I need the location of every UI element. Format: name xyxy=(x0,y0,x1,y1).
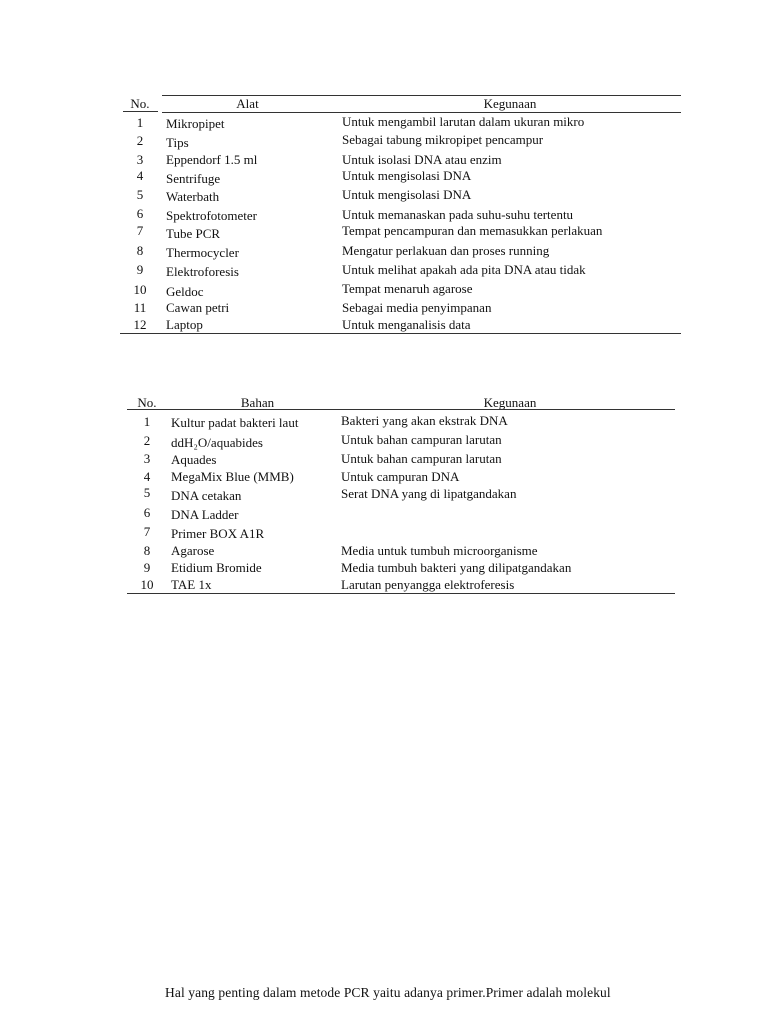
row-use: Untuk menganalisis data xyxy=(342,317,471,332)
row-item: Elektroforesis xyxy=(166,264,239,279)
row-no: 6 xyxy=(143,505,151,520)
row-use: Larutan penyangga elektroferesis xyxy=(341,577,515,592)
row-no: 2 xyxy=(143,433,151,448)
body-paragraph: Hal yang penting dalam metode PCR yaitu adanya primer.Primer adalah molekul xyxy=(165,985,611,1000)
row-use: Untuk bahan campuran larutan xyxy=(341,451,502,466)
row-use: Untuk mengambil larutan dalam ukuran mikro xyxy=(342,114,585,129)
row-use: Untuk campuran DNA xyxy=(341,469,460,484)
row-no: 3 xyxy=(143,451,151,466)
row-no: 12 xyxy=(133,317,147,332)
row-item: Waterbath xyxy=(166,189,220,204)
row-use: Tempat pencampuran dan memasukkan perlakuan xyxy=(342,223,603,238)
row-no: 8 xyxy=(143,543,151,558)
row-item: Eppendorf 1.5 ml xyxy=(166,152,258,167)
row-item: Aquades xyxy=(171,452,217,467)
row-item: DNA cetakan xyxy=(171,488,242,503)
table-alat-header-rule xyxy=(162,112,681,113)
row-no: 10 xyxy=(133,282,147,297)
row-no: 6 xyxy=(136,206,144,221)
row-use: Media untuk tumbuh microorganisme xyxy=(341,543,538,558)
row-item: Sentrifuge xyxy=(166,171,221,186)
row-use: Bakteri yang akan ekstrak DNA xyxy=(341,413,508,428)
row-no: 5 xyxy=(136,187,144,202)
row-use: Untuk mengisolasi DNA xyxy=(342,168,472,183)
row-item: Etidium Bromide xyxy=(171,560,262,575)
table-bahan-header-use: Kegunaan xyxy=(483,395,537,410)
table-alat-header-no: No. xyxy=(130,96,150,111)
row-no: 7 xyxy=(143,524,151,539)
row-no: 8 xyxy=(136,243,144,258)
table-alat-header-use: Kegunaan xyxy=(483,96,537,111)
table-alat-header-item: Alat xyxy=(236,96,259,111)
row-use: Media tumbuh bakteri yang dilipatgandakan xyxy=(341,560,572,575)
row-use: Tempat menaruh agarose xyxy=(342,281,473,296)
row-use: Serat DNA yang di lipatgandakan xyxy=(341,486,517,501)
table-bahan-bottom-rule xyxy=(127,593,675,594)
row-no: 10 xyxy=(140,577,154,592)
row-item: DNA Ladder xyxy=(171,507,239,522)
row-use: Sebagai tabung mikropipet pencampur xyxy=(342,132,544,147)
row-no: 1 xyxy=(143,414,151,429)
table-bahan-header-rule xyxy=(127,409,675,410)
row-item: Tips xyxy=(166,135,189,150)
row-item: Spektrofotometer xyxy=(166,208,257,223)
row-no: 7 xyxy=(136,223,144,238)
row-no: 3 xyxy=(136,152,144,167)
table-alat-bottom-rule xyxy=(120,333,681,334)
row-no: 9 xyxy=(143,560,151,575)
row-item: Cawan petri xyxy=(166,300,230,315)
table-alat-header-no-underline xyxy=(123,111,158,112)
row-item: MegaMix Blue (MMB) xyxy=(171,469,294,484)
row-use: Sebagai media penyimpanan xyxy=(342,300,492,315)
row-use: Untuk isolasi DNA atau enzim xyxy=(342,152,502,167)
row-item: Mikropipet xyxy=(166,116,225,131)
row-use: Mengatur perlakuan dan proses running xyxy=(342,243,550,258)
table-bahan-header-no: No. xyxy=(137,395,157,410)
row-use: Untuk memanaskan pada suhu-suhu tertentu xyxy=(342,207,574,222)
row-use: Untuk mengisolasi DNA xyxy=(342,187,472,202)
row-no: 1 xyxy=(136,115,144,130)
row-item: Laptop xyxy=(166,317,203,332)
row-item: Kultur padat bakteri laut xyxy=(171,415,299,430)
row-no: 11 xyxy=(133,300,147,315)
row-item: Primer BOX A1R xyxy=(171,526,265,541)
row-use: Untuk melihat apakah ada pita DNA atau tidak xyxy=(342,262,586,277)
row-no: 5 xyxy=(143,485,151,500)
table-bahan-header-item: Bahan xyxy=(240,395,275,410)
row-no: 9 xyxy=(136,262,144,277)
row-item: Tube PCR xyxy=(166,226,221,241)
row-item: Geldoc xyxy=(166,284,204,299)
row-no: 4 xyxy=(143,469,151,484)
row-item: Thermocycler xyxy=(166,245,239,260)
row-no: 4 xyxy=(136,168,144,183)
row-item: TAE 1x xyxy=(171,577,212,592)
row-use: Untuk bahan campuran larutan xyxy=(341,432,502,447)
row-item: Agarose xyxy=(171,543,215,558)
row-item: ddH₂O/aquabides xyxy=(171,435,263,450)
row-no: 2 xyxy=(136,133,144,148)
